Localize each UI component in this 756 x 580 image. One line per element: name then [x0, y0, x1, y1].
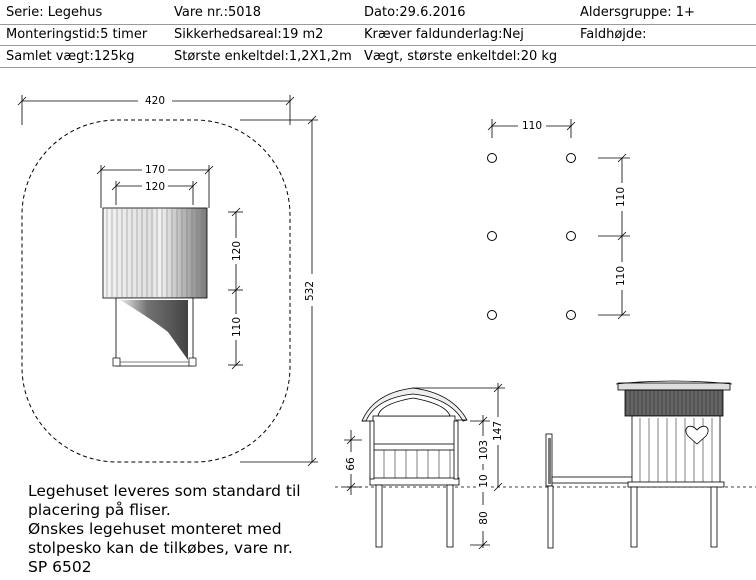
- dato-text: Dato:29.6.2016: [364, 5, 466, 20]
- monteringstid-text: Monteringstid:5 timer: [6, 27, 148, 42]
- note-line: Ønskes legehuset monteret med: [28, 520, 282, 538]
- dim-total-height-label: 147: [492, 420, 504, 442]
- post-hole: [488, 154, 497, 163]
- dim-wall-height-label: 103: [478, 439, 490, 461]
- post-hole: [488, 232, 497, 241]
- post-hole: [567, 154, 576, 163]
- dim-post-spacing-y1-label: 110: [615, 186, 627, 208]
- dim-post-spacing-y: [598, 154, 630, 319]
- note-line: placering på fliser.: [28, 501, 171, 519]
- dim-ground-offset-label: 10: [478, 474, 490, 488]
- serie-text: Serie: Legehus: [6, 5, 103, 20]
- sikkerhedsareal-text: Sikkerhedsareal:19 m2: [174, 27, 324, 42]
- post-hole: [567, 311, 576, 320]
- dim-post-spacing-x-label: 110: [521, 120, 543, 132]
- aldersgruppe-text: Aldersgruppe: 1+: [580, 5, 695, 20]
- dim-overall-width-label: 420: [144, 95, 166, 107]
- faldhoejde-text: Faldhøjde:: [580, 27, 647, 42]
- dim-post-depth-label: 80: [478, 511, 490, 525]
- faldunderlag-text: Kræver faldunderlag:Nej: [364, 27, 524, 42]
- dim-house-inner-width-label: 120: [144, 181, 166, 193]
- post-layout: [488, 154, 576, 320]
- house-side-elevation: [362, 388, 467, 547]
- stoerste-enkeltdel-text: Største enkeltdel:1,2X1,2m: [174, 49, 352, 64]
- post-hole: [488, 311, 497, 320]
- samlet-vaegt-text: Samlet vægt:125kg: [6, 49, 135, 64]
- house-top-view: [103, 208, 207, 366]
- dim-house-depth: [228, 208, 243, 369]
- house-front-elevation: [546, 381, 732, 548]
- post-hole: [567, 232, 576, 241]
- dim-house-width-label: 170: [144, 164, 166, 176]
- note-line: SP 6502: [28, 558, 92, 576]
- vare-nr-text: Vare nr.:5018: [174, 5, 262, 20]
- dim-overall-length-label: 532: [304, 280, 316, 302]
- dim-porch-depth-label: 110: [231, 316, 243, 338]
- dim-post-spacing-y2-label: 110: [615, 265, 627, 287]
- note-line: Legehuset leveres som standard til: [28, 482, 301, 500]
- note-line: stolpesko kan de tilkøbes, vare nr.: [28, 539, 293, 557]
- installation-note: [28, 482, 328, 577]
- dim-house-depth-label: 120: [231, 240, 243, 262]
- dim-floor-height-label: 66: [345, 457, 357, 471]
- vaegt-enkeltdel-text: Vægt, største enkeltdel:20 kg: [364, 49, 558, 64]
